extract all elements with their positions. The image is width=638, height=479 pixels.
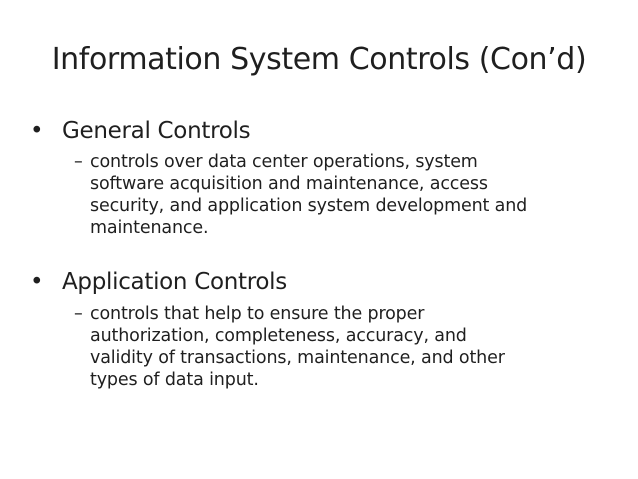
slide-title: Information System Controls (Con’d) [51, 42, 587, 77]
sub-line: types of data input. [90, 370, 259, 390]
sub-line: controls over data center operations, system [90, 152, 478, 172]
dash-glyph: – [74, 152, 83, 172]
sub-line: validity of transactions, maintenance, and other [90, 348, 505, 368]
bullet-dot: • [30, 269, 44, 295]
bullet-general-controls [30, 115, 610, 147]
bullet-label: General Controls [62, 118, 251, 144]
sub-line: software acquisition and maintenance, access [90, 174, 488, 194]
sub-line: maintenance. [90, 218, 209, 238]
sub-bullet-general-controls [74, 151, 614, 239]
sub-bullet-application-controls [74, 303, 614, 391]
sub-line: controls that help to ensure the proper [90, 304, 425, 324]
sub-line: authorization, completeness, accuracy, and [90, 326, 467, 346]
bullet-application-controls [30, 266, 610, 298]
bullet-dot: • [30, 118, 44, 144]
dash-glyph: – [74, 304, 83, 324]
sub-line: security, and application system development and [90, 196, 528, 216]
bullet-label: Application Controls [62, 269, 287, 295]
